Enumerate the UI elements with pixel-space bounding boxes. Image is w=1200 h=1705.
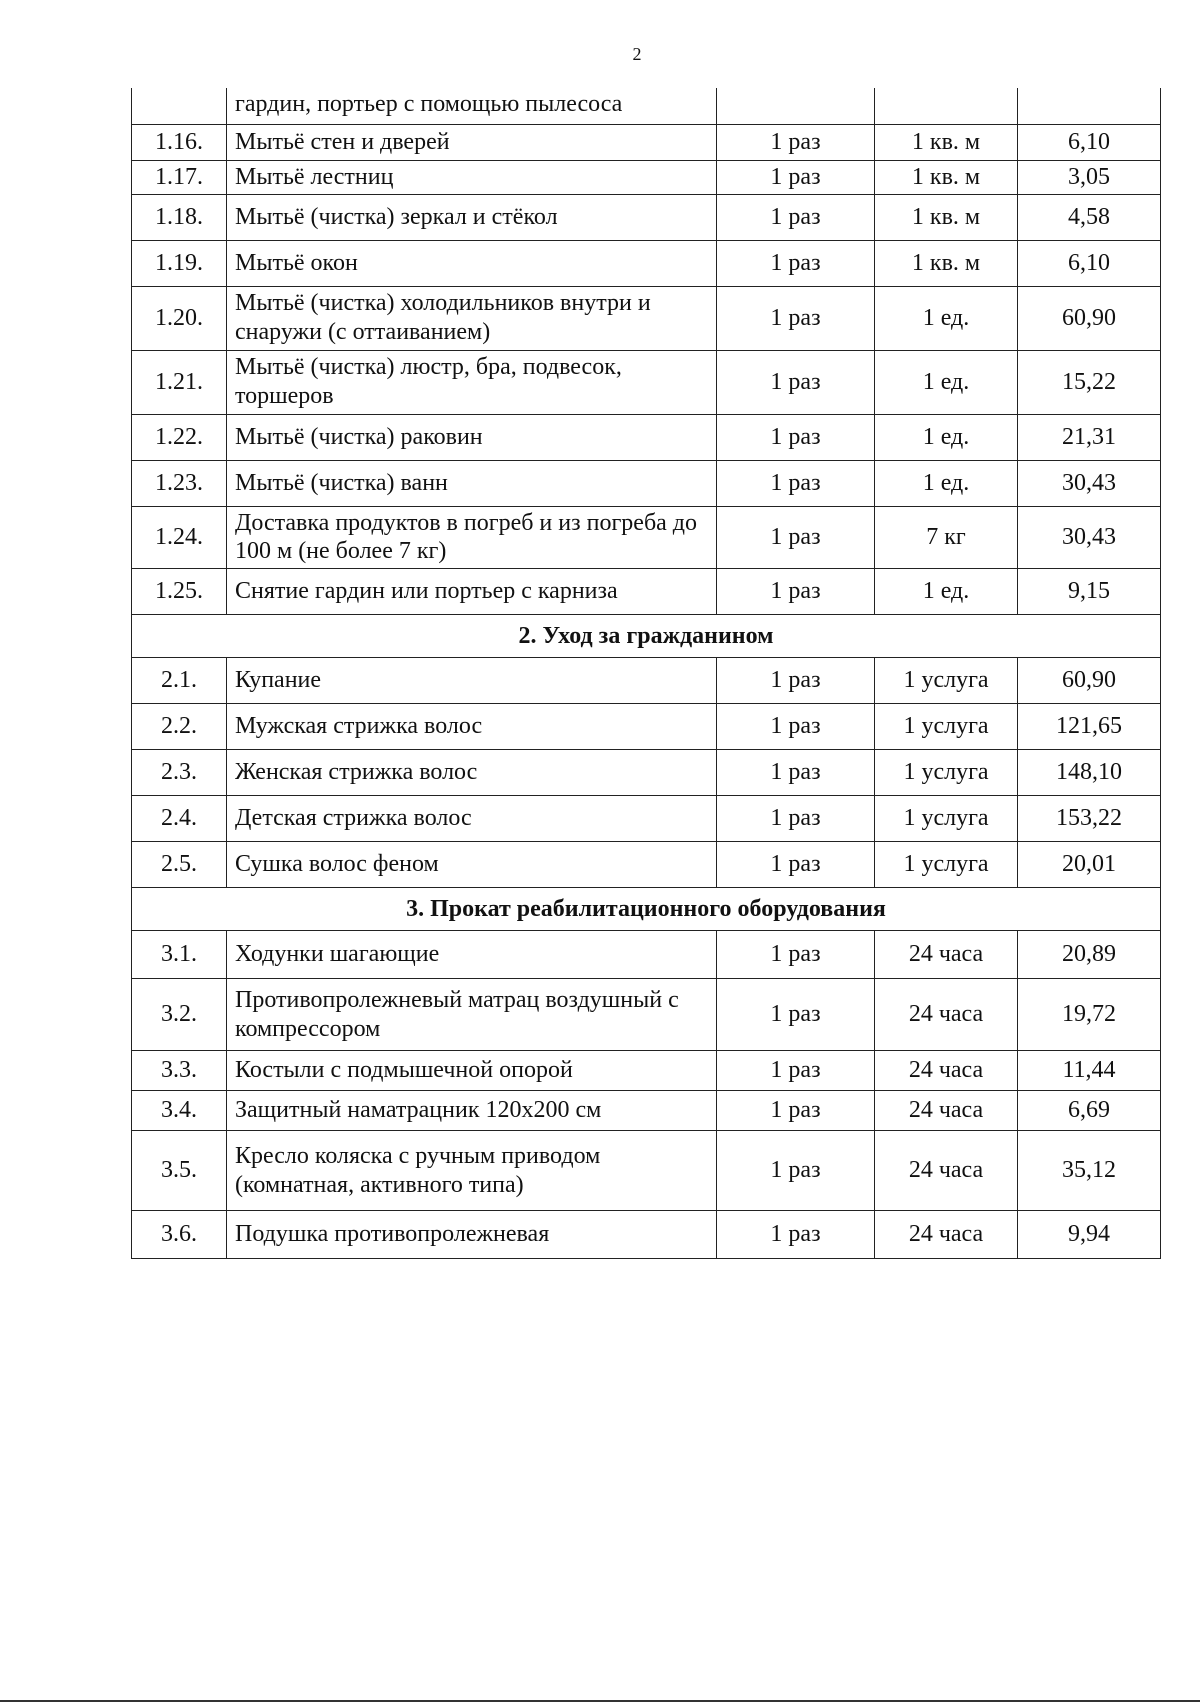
cell-num: 1.20. [132,286,227,350]
cell-unit: 7 кг [875,506,1018,569]
cell-num: 1.22. [132,414,227,460]
cell-unit: 1 услуга [875,842,1018,888]
table-row [132,658,1161,704]
table-row [132,240,1161,286]
cell-freq: 1 раз [717,194,875,240]
cell-unit: 1 кв. м [875,124,1018,160]
cell-num: 2.3. [132,750,227,796]
cell-freq: 1 раз [717,842,875,888]
cell-price [1018,88,1161,124]
cell-freq [717,88,875,124]
cell-freq: 1 раз [717,124,875,160]
cell-unit: 24 часа [875,1091,1018,1131]
cell-unit: 24 часа [875,931,1018,979]
cell-freq: 1 раз [717,286,875,350]
cell-price: 20,01 [1018,842,1161,888]
table-row [132,931,1161,979]
cell-num: 1.18. [132,194,227,240]
cell-unit: 1 услуга [875,750,1018,796]
cell-name: Мытьё (чистка) холодильников внутри и снаружи (с оттаиванием) [227,286,717,350]
table-row [132,460,1161,506]
cell-num: 1.21. [132,350,227,414]
cell-unit: 1 услуга [875,704,1018,750]
cell-name: Купание [227,658,717,704]
cell-num: 1.24. [132,506,227,569]
cell-unit: 24 часа [875,1051,1018,1091]
cell-unit: 24 часа [875,1211,1018,1259]
page-number: 2 [632,44,642,64]
cell-name: Кресло коляска с ручным приводом (комнатная, активного типа) [227,1131,717,1211]
table-row [132,88,1161,124]
cell-name: Мытьё окон [227,240,717,286]
cell-name: Ходунки шагающие [227,931,717,979]
cell-name: Мужская стрижка волос [227,704,717,750]
cell-unit: 1 услуга [875,796,1018,842]
cell-name: Мытьё (чистка) ванн [227,460,717,506]
cell-unit: 1 ед. [875,350,1018,414]
cell-num: 1.23. [132,460,227,506]
cell-price: 9,94 [1018,1211,1161,1259]
cell-num: 3.6. [132,1211,227,1259]
table-body [132,88,1161,1259]
cell-unit: 1 кв. м [875,160,1018,194]
cell-num: 2.2. [132,704,227,750]
cell-name: Мытьё стен и дверей [227,124,717,160]
cell-freq: 1 раз [717,414,875,460]
cell-price: 121,65 [1018,704,1161,750]
cell-unit: 1 услуга [875,658,1018,704]
cell-price: 6,10 [1018,124,1161,160]
table-row [132,1091,1161,1131]
cell-freq: 1 раз [717,931,875,979]
cell-freq: 1 раз [717,350,875,414]
price-table [131,88,1161,1259]
cell-num: 3.2. [132,979,227,1051]
cell-num: 3.1. [132,931,227,979]
cell-num: 1.16. [132,124,227,160]
cell-price: 6,69 [1018,1091,1161,1131]
cell-freq: 1 раз [717,569,875,615]
cell-price: 11,44 [1018,1051,1161,1091]
cell-price: 148,10 [1018,750,1161,796]
cell-num: 1.19. [132,240,227,286]
table-row [132,842,1161,888]
cell-freq: 1 раз [717,160,875,194]
cell-price: 6,10 [1018,240,1161,286]
bottom-rule [0,1700,1200,1702]
cell-freq: 1 раз [717,796,875,842]
cell-num: 2.5. [132,842,227,888]
cell-num: 3.3. [132,1051,227,1091]
cell-unit: 1 кв. м [875,194,1018,240]
cell-name: Снятие гардин или портьер с карниза [227,569,717,615]
table-row [132,194,1161,240]
cell-freq: 1 раз [717,1211,875,1259]
table-row [132,1131,1161,1211]
cell-price: 4,58 [1018,194,1161,240]
cell-price: 3,05 [1018,160,1161,194]
cell-num: 3.4. [132,1091,227,1131]
table-row [132,414,1161,460]
section-title: 2. Уход за гражданином [132,615,1161,658]
table-row [132,569,1161,615]
cell-freq: 1 раз [717,1131,875,1211]
cell-unit: 1 ед. [875,460,1018,506]
cell-price: 20,89 [1018,931,1161,979]
cell-price: 30,43 [1018,460,1161,506]
cell-name: Сушка волос феном [227,842,717,888]
cell-name: Доставка продуктов в погреб и из погреба до 100 м (не более 7 кг) [227,506,717,569]
cell-price: 60,90 [1018,658,1161,704]
cell-price: 35,12 [1018,1131,1161,1211]
table-row [132,160,1161,194]
cell-name: Мытьё (чистка) зеркал и стёкол [227,194,717,240]
cell-price: 15,22 [1018,350,1161,414]
cell-freq: 1 раз [717,506,875,569]
table-row [132,350,1161,414]
cell-price: 30,43 [1018,506,1161,569]
table-row [132,750,1161,796]
cell-freq: 1 раз [717,750,875,796]
cell-name: Костыли с подмышечной опорой [227,1051,717,1091]
cell-price: 153,22 [1018,796,1161,842]
cell-unit: 1 ед. [875,569,1018,615]
cell-name: Мытьё (чистка) люстр, бра, подвесок, торшеров [227,350,717,414]
table-row [132,796,1161,842]
cell-freq: 1 раз [717,1051,875,1091]
table-row [132,286,1161,350]
cell-freq: 1 раз [717,460,875,506]
cell-name: Мытьё (чистка) раковин [227,414,717,460]
section-header-row [132,615,1161,658]
table-row [132,1051,1161,1091]
cell-freq: 1 раз [717,240,875,286]
section-header-row [132,888,1161,931]
table-row [132,979,1161,1051]
cell-num: 1.25. [132,569,227,615]
table-row [132,1211,1161,1259]
table-row [132,506,1161,569]
cell-unit: 24 часа [875,1131,1018,1211]
cell-unit: 1 ед. [875,414,1018,460]
cell-unit: 1 ед. [875,286,1018,350]
cell-num: 1.17. [132,160,227,194]
cell-unit: 1 кв. м [875,240,1018,286]
cell-num: 3.5. [132,1131,227,1211]
cell-name: Детская стрижка волос [227,796,717,842]
cell-name: Мытьё лестниц [227,160,717,194]
cell-name: Защитный наматрацник 120х200 см [227,1091,717,1131]
cell-freq: 1 раз [717,979,875,1051]
cell-num [132,88,227,124]
cell-price: 21,31 [1018,414,1161,460]
cell-freq: 1 раз [717,1091,875,1131]
cell-price: 60,90 [1018,286,1161,350]
table-row [132,704,1161,750]
cell-name: Подушка противопролежневая [227,1211,717,1259]
cell-name: Женская стрижка волос [227,750,717,796]
cell-freq: 1 раз [717,658,875,704]
cell-unit: 24 часа [875,979,1018,1051]
cell-num: 2.1. [132,658,227,704]
cell-freq: 1 раз [717,704,875,750]
section-title: 3. Прокат реабилитационного оборудования [132,888,1161,931]
cell-unit [875,88,1018,124]
table-row [132,124,1161,160]
cell-num: 2.4. [132,796,227,842]
cell-name: гардин, портьер с помощью пылесоса [227,88,717,124]
cell-name: Противопролежневый матрац воздушный с компрессором [227,979,717,1051]
cell-price: 19,72 [1018,979,1161,1051]
cell-price: 9,15 [1018,569,1161,615]
